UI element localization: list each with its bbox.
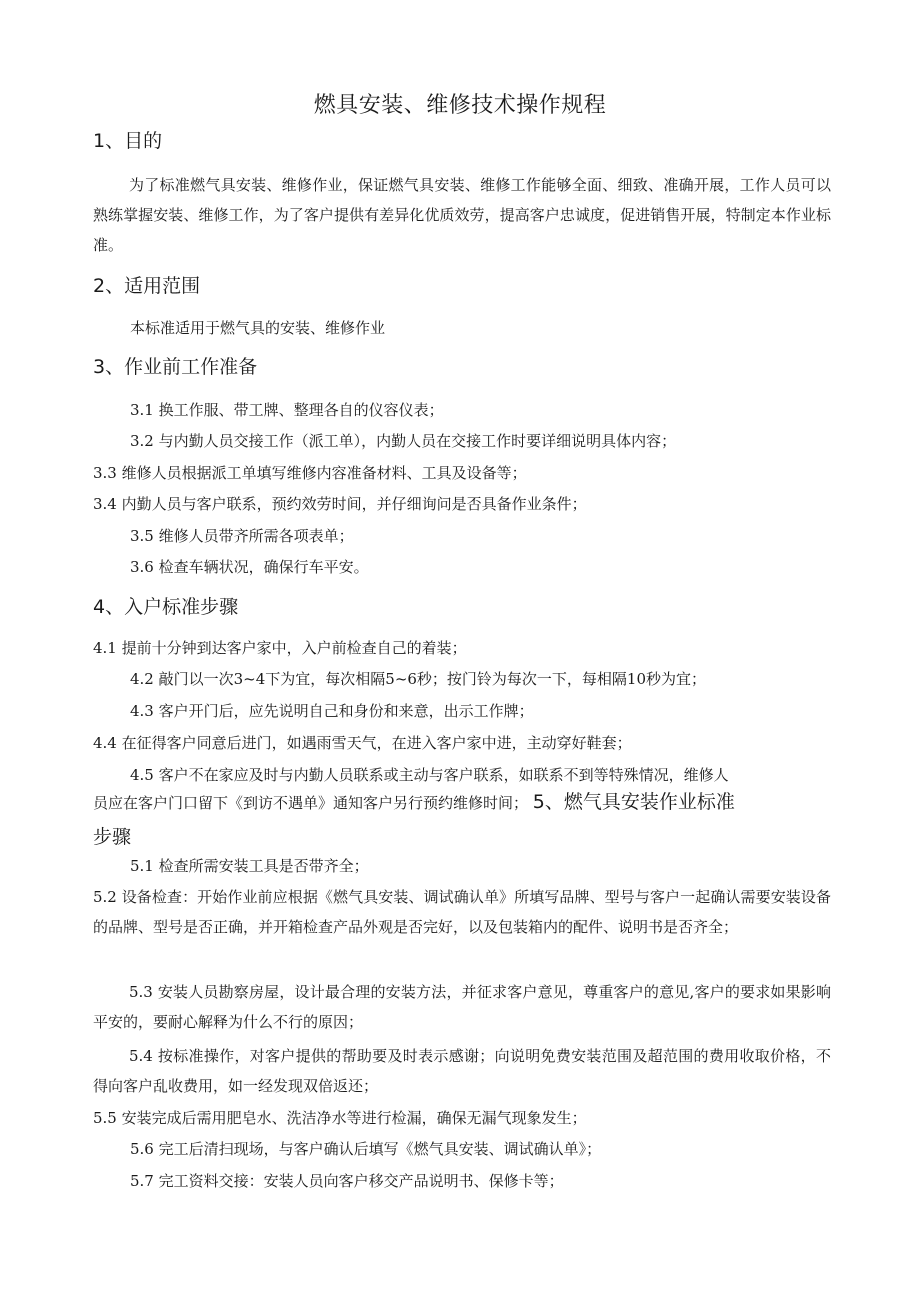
section-2-paragraph: 本标准适用于燃气具的安装、维修作业 bbox=[130, 319, 386, 337]
section-4-heading: 4、入户标准步骤 bbox=[93, 596, 239, 618]
list-item: 4.4 在征得客户同意后进门，如遇雨雪天气，在进入客户家中进，主动穿好鞋套； bbox=[93, 734, 632, 752]
list-item: 4.5 客户不在家应及时与内勤人员联系或主动与客户联系，如联系不到等特殊情况，维修人 bbox=[130, 766, 729, 784]
section-3-heading: 3、作业前工作准备 bbox=[93, 356, 258, 378]
list-item: 5.5 安装完成后需用肥皂水、洗洁净水等进行检漏，确保无漏气现象发生； bbox=[93, 1109, 587, 1127]
section-1-heading: 1、目的 bbox=[93, 130, 163, 152]
list-item-text: 员应在客户门口留下《到访不遇单》通知客户另行预约维修时间； bbox=[93, 794, 529, 812]
document-title: 燃具安装、维修技术操作规程 bbox=[313, 93, 607, 118]
list-item: 3.6 检查车辆状况，确保行车平安。 bbox=[130, 558, 369, 576]
list-item: 5.6 完工后清扫现场，与客户确认后填写《燃气具安装、调试确认单》； bbox=[130, 1140, 602, 1158]
list-item: 3.5 维修人员带齐所需各项表单； bbox=[130, 527, 354, 545]
list-item: 4.2 敲门以一次3~4下为宜，每次相隔5~6秒；按门铃为每次一下，每相隔10秒为宜； bbox=[130, 670, 707, 688]
list-item: 3.1 换工作服、带工牌、整理各自的仪容仪表； bbox=[130, 401, 444, 419]
list-item: 3.4 内勤人员与客户联系，预约效劳时间，并仔细询问是否具备作业条件； bbox=[93, 495, 587, 513]
section-2-heading: 2、适用范围 bbox=[93, 275, 201, 297]
list-item: 5.1 检查所需安装工具是否带齐全； bbox=[130, 857, 369, 875]
list-item: 5.7 完工资料交接：安装人员向客户移交产品说明书、保修卡等； bbox=[130, 1172, 564, 1190]
list-item: 3.3 维修人员根据派工单填写维修内容准备材料、工具及设备等； bbox=[93, 464, 527, 482]
list-item: 5.3 安装人员勘察房屋，设计最合理的安装方法，并征求客户意见，尊重客户的意见,客户的要求如果影响平安的，要耐心解释为什么不行的原因； bbox=[93, 983, 831, 1031]
section-5-heading-continued: 步骤 bbox=[93, 826, 132, 848]
list-item: 5.4 按标准操作，对客户提供的帮助要及时表示感谢；向说明免费安装范围及超范围的费用收取价格，不得向客户乱收费用，如一经发现双倍返还； bbox=[93, 1047, 831, 1095]
list-item: 4.3 客户开门后，应先说明自己和身份和来意，出示工作牌； bbox=[130, 702, 534, 720]
section-5-heading: 5、燃气具安装作业标准 bbox=[532, 791, 735, 813]
section-1-paragraph: 为了标准燃气具安装、维修作业，保证燃气具安装、维修工作能够全面、细致、准确开展，工作人员可以熟练掌握安装、维修工作，为了客户提供有差异化优质效劳，提高客户忠诚度，促进销售开展，特制定本作业标准。 bbox=[93, 176, 831, 254]
list-item: 3.2 与内勤人员交接工作（派工单），内勤人员在交接工作时要详细说明具体内容； bbox=[130, 432, 677, 450]
list-item-continued bbox=[93, 792, 735, 813]
list-item: 5.2 设备检查：开始作业前应根据《燃气具安装、调试确认单》所填写品牌、型号与客户一起确认需要安装设备的品牌、型号是否正确，并开箱检查产品外观是否完好，以及包装箱内的配件、说明书是否齐全； bbox=[93, 888, 831, 936]
list-item: 4.1 提前十分钟到达客户家中，入户前检查自己的着装； bbox=[93, 639, 467, 657]
